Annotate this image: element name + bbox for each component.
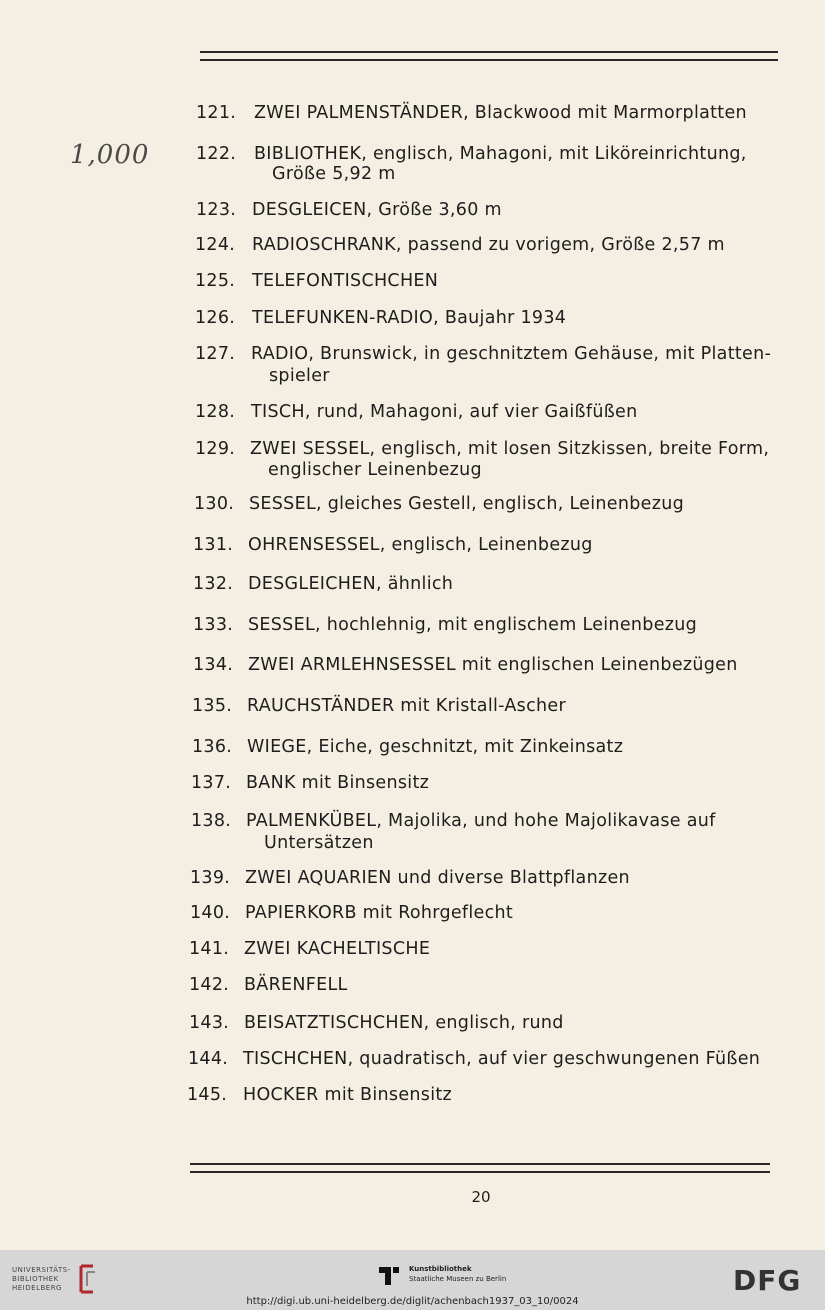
entry-number: 124. xyxy=(195,235,236,255)
kb-title: Kunstbibliothek xyxy=(409,1265,472,1273)
entry-description: DESGLEICEN, Größe 3,60 m xyxy=(252,200,502,220)
entry-description: BEISATZTISCHCHEN, englisch, rund xyxy=(244,1013,564,1033)
entry-number: 128. xyxy=(195,402,236,422)
entry-description: TISCHCHEN, quadratisch, auf vier geschwungenen Füßen xyxy=(243,1049,761,1069)
entry-number: 130. xyxy=(194,494,235,514)
entry-number: 133. xyxy=(193,615,234,635)
uni-line: BIBLIOTHEK xyxy=(12,1274,59,1283)
kunstbibliothek-logo[interactable] xyxy=(377,1261,506,1287)
entry-number: 125. xyxy=(195,271,236,291)
entry-number: 138. xyxy=(191,811,232,831)
entry-description: BANK mit Binsensitz xyxy=(246,773,430,793)
entry-number: 139. xyxy=(190,868,231,888)
entry-description: BIBLIOTHEK, englisch, Mahagoni, mit Liköreinrichtung, xyxy=(254,144,747,164)
entry-description: SESSEL, hochlehnig, mit englischem Leinenbezug xyxy=(248,615,698,635)
entry-number: 137. xyxy=(191,773,232,793)
entry-description: HOCKER mit Binsensitz xyxy=(243,1085,453,1105)
entry-description: ZWEI AQUARIEN und diverse Blattpflanzen xyxy=(245,868,630,888)
entry-continuation: Größe 5,92 m xyxy=(272,164,396,184)
entry-description: SESSEL, gleiches Gestell, englisch, Leinenbezug xyxy=(249,494,685,514)
entry-number: 129. xyxy=(195,439,236,459)
entry-number: 131. xyxy=(193,535,234,555)
heidelberg-library-logo[interactable] xyxy=(12,1264,99,1294)
dfg-logo[interactable]: DFG xyxy=(733,1264,802,1297)
entry-continuation: Untersätzen xyxy=(264,833,374,853)
kunstbibliothek-emblem-icon xyxy=(377,1261,403,1287)
entry-number: 144. xyxy=(188,1049,229,1069)
entry-description: TELEFONTISCHCHEN xyxy=(252,271,439,291)
entry-description: TISCH, rund, Mahagoni, auf vier Gaißfüßen xyxy=(251,402,638,422)
permalink-url[interactable]: http://digi.ub.uni-heidelberg.de/diglit/achenbach1937_03_10/0024 xyxy=(246,1296,579,1307)
entry-description: TELEFUNKEN-RADIO, Baujahr 1934 xyxy=(252,308,567,328)
uni-line: HEIDELBERG xyxy=(12,1283,62,1292)
entry-description: RADIO, Brunswick, in geschnitztem Gehäuse, mit Platten- xyxy=(251,344,772,364)
entry-number: 126. xyxy=(195,308,236,328)
entry-number: 142. xyxy=(189,975,230,995)
entry-number: 122. xyxy=(196,144,237,164)
entry-number: 134. xyxy=(193,655,234,675)
entry-description: RAUCHSTÄNDER mit Kristall-Ascher xyxy=(247,696,566,716)
entry-description: BÄRENFELL xyxy=(244,975,348,995)
digitization-footer xyxy=(0,1250,825,1310)
entry-number: 136. xyxy=(192,737,233,757)
entry-number: 132. xyxy=(193,574,234,594)
entry-continuation: spieler xyxy=(269,366,330,386)
entry-number: 140. xyxy=(190,903,231,923)
entry-description: WIEGE, Eiche, geschnitzt, mit Zinkeinsatz xyxy=(247,737,624,757)
entry-number: 121. xyxy=(196,103,237,123)
entry-description: DESGLEICHEN, ähnlich xyxy=(248,574,454,594)
entry-description: PAPIERKORB mit Rohrgeflecht xyxy=(245,903,514,923)
entry-number: 123. xyxy=(196,200,237,220)
entry-number: 127. xyxy=(195,344,236,364)
uni-line: UNIVERSITÄTS- xyxy=(12,1265,71,1274)
handwritten-price-note: 1,000 xyxy=(70,140,150,170)
top-double-rule xyxy=(200,51,778,61)
kb-subtitle: Staatliche Museen zu Berlin xyxy=(409,1275,507,1283)
entry-description: OHRENSESSEL, englisch, Leinenbezug xyxy=(248,535,593,555)
entry-description: ZWEI SESSEL, englisch, mit losen Sitzkissen, breite Form, xyxy=(250,439,770,459)
entry-number: 143. xyxy=(189,1013,230,1033)
entry-description: ZWEI ARMLEHNSESSEL mit englischen Leinenbezügen xyxy=(248,655,738,675)
entry-description: PALMENKÜBEL, Majolika, und hohe Majolikavase auf xyxy=(246,811,716,831)
entry-number: 141. xyxy=(189,939,230,959)
entry-description: RADIOSCHRANK, passend zu vorigem, Größe 2,57 m xyxy=(252,235,725,255)
heidelberg-emblem-icon xyxy=(77,1264,99,1294)
entry-description: ZWEI KACHELTISCHE xyxy=(244,939,431,959)
entry-number: 145. xyxy=(187,1085,228,1105)
bottom-double-rule xyxy=(190,1163,770,1173)
entry-description: ZWEI PALMENSTÄNDER, Blackwood mit Marmorplatten xyxy=(254,103,747,123)
entry-number: 135. xyxy=(192,696,233,716)
entry-continuation: englischer Leinenbezug xyxy=(268,460,482,480)
page-number: 20 xyxy=(471,1188,491,1206)
